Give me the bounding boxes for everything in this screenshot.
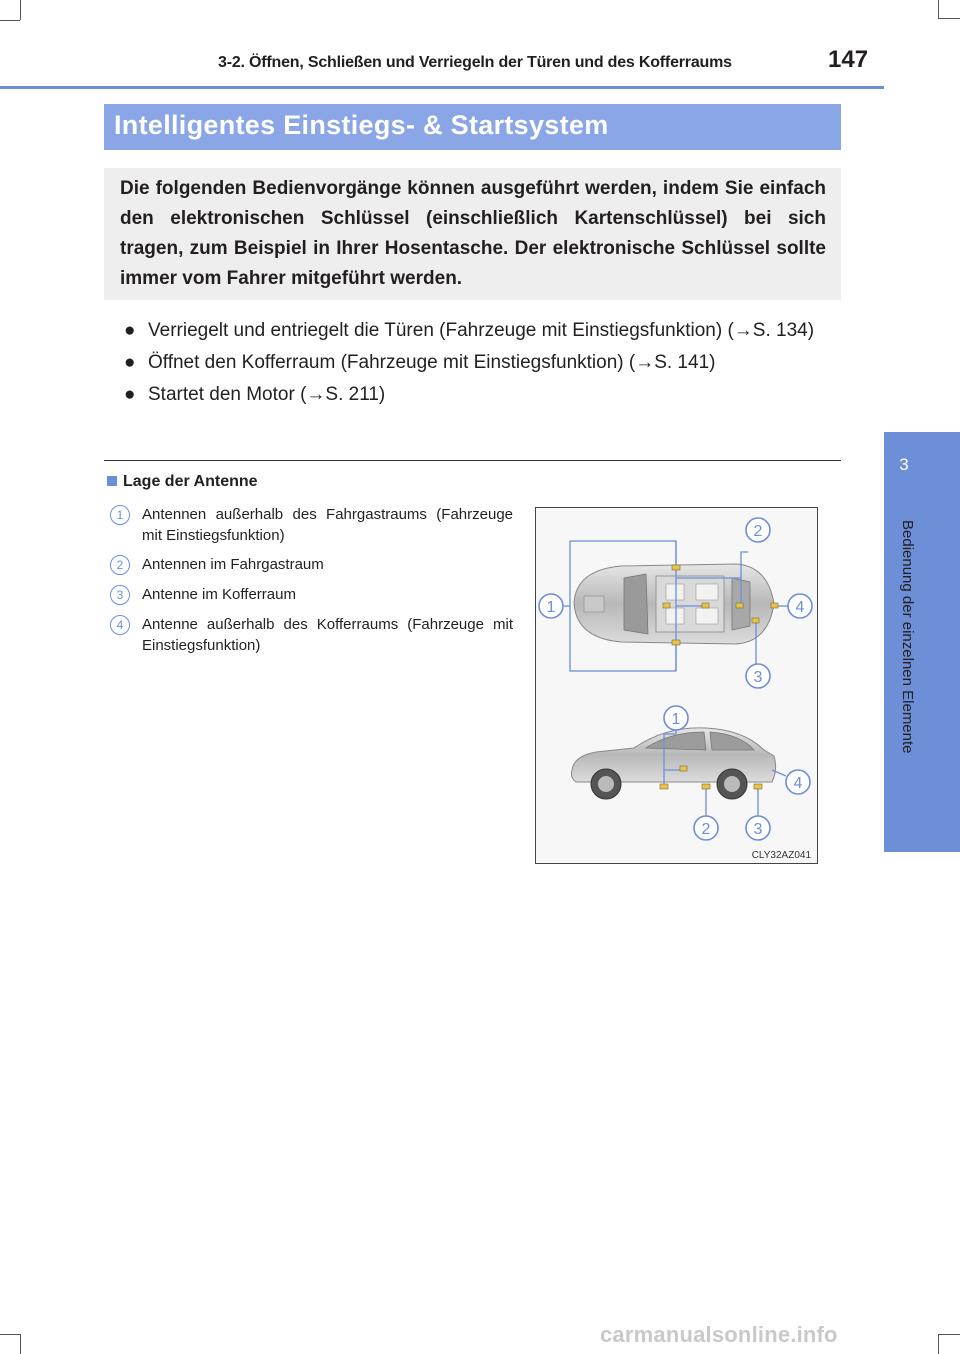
callout-number-icon: 3 [110,585,130,605]
running-header: 3-2. Öffnen, Schließen und Verriegeln der Türen und des Kofferraums [218,54,732,71]
car-diagram [536,508,817,863]
square-bullet-icon [107,476,117,486]
crop-mark [0,20,20,21]
intro-text: Die folgenden Bedienvorgänge können ausgeführt werden, indem Sie einfach den elektronischen Schlüssel (einschließlich Kartenschlüssel) bei sich tragen, zum Beispiel in Ihrer Hosentasche. Der elektronische Schlüssel sollte immer vom Fahrer mitgeführt werden. [120,178,826,289]
callout-number-icon: 4 [110,615,130,635]
bullet-icon: ● [124,384,136,405]
crop-mark [20,1334,21,1354]
section-title: Intelligentes Einstiegs- & Startsystem [114,110,609,140]
antenna-figure [535,507,818,864]
crop-mark [0,1334,20,1335]
crop-mark [938,0,939,18]
callout-label-3: 3 [753,821,763,838]
section-divider [104,460,841,461]
callout-label-3: 3 [753,669,763,686]
watermark: carmanualsonline.info [600,1322,838,1347]
crop-mark [938,1334,960,1335]
callout-label-1: 1 [546,599,556,616]
legend-item: 1 Antennen außerhalb des Fahrgastraums (Fahrzeuge mit Einstiegsfunktion) [108,504,513,546]
list-item: ● Verriegelt und entriegelt die Türen (Fahrzeuge mit Einstiegsfunktion) (→S. 134) [124,316,824,346]
car-side-view [572,728,776,799]
crop-mark [20,0,21,20]
header-rule [0,86,884,89]
callout-label-2: 2 [753,523,763,540]
bullet-icon: ● [124,352,136,373]
callout-number-icon: 1 [110,505,130,525]
subsection-heading: Lage der Antenne [107,473,258,491]
crop-mark [938,18,960,19]
page-number: 147 [828,46,869,73]
callout-label-4: 4 [795,599,805,616]
crop-mark [938,1334,939,1354]
chapter-label: Bedienung der einzelnen Elemente [899,520,916,754]
list-item: ● Startet den Motor (→S. 211) [124,380,824,410]
legend-item: 4 Antenne außerhalb des Kofferraums (Fahrzeuge mit Einstiegsfunktion) [108,614,513,656]
callout-label-4: 4 [793,775,803,792]
bullet-icon: ● [124,320,136,341]
car-top-view [574,564,774,644]
callout-number-icon: 2 [110,555,130,575]
legend-item: 3 Antenne im Kofferraum [108,584,513,605]
list-item: ● Öffnet den Kofferraum (Fahrzeuge mit Einstiegsfunktion) (→S. 141) [124,348,824,378]
intro-box [104,168,841,300]
antenna-legend [108,504,513,656]
section-title-bar [104,104,841,150]
function-list [124,316,824,412]
figure-code: CLY32AZ041 [751,850,811,861]
chapter-number: 3 [899,455,909,474]
callout-label-2: 2 [701,821,711,838]
legend-item: 2 Antennen im Fahrgastraum [108,554,513,575]
callout-label-1: 1 [671,711,681,728]
